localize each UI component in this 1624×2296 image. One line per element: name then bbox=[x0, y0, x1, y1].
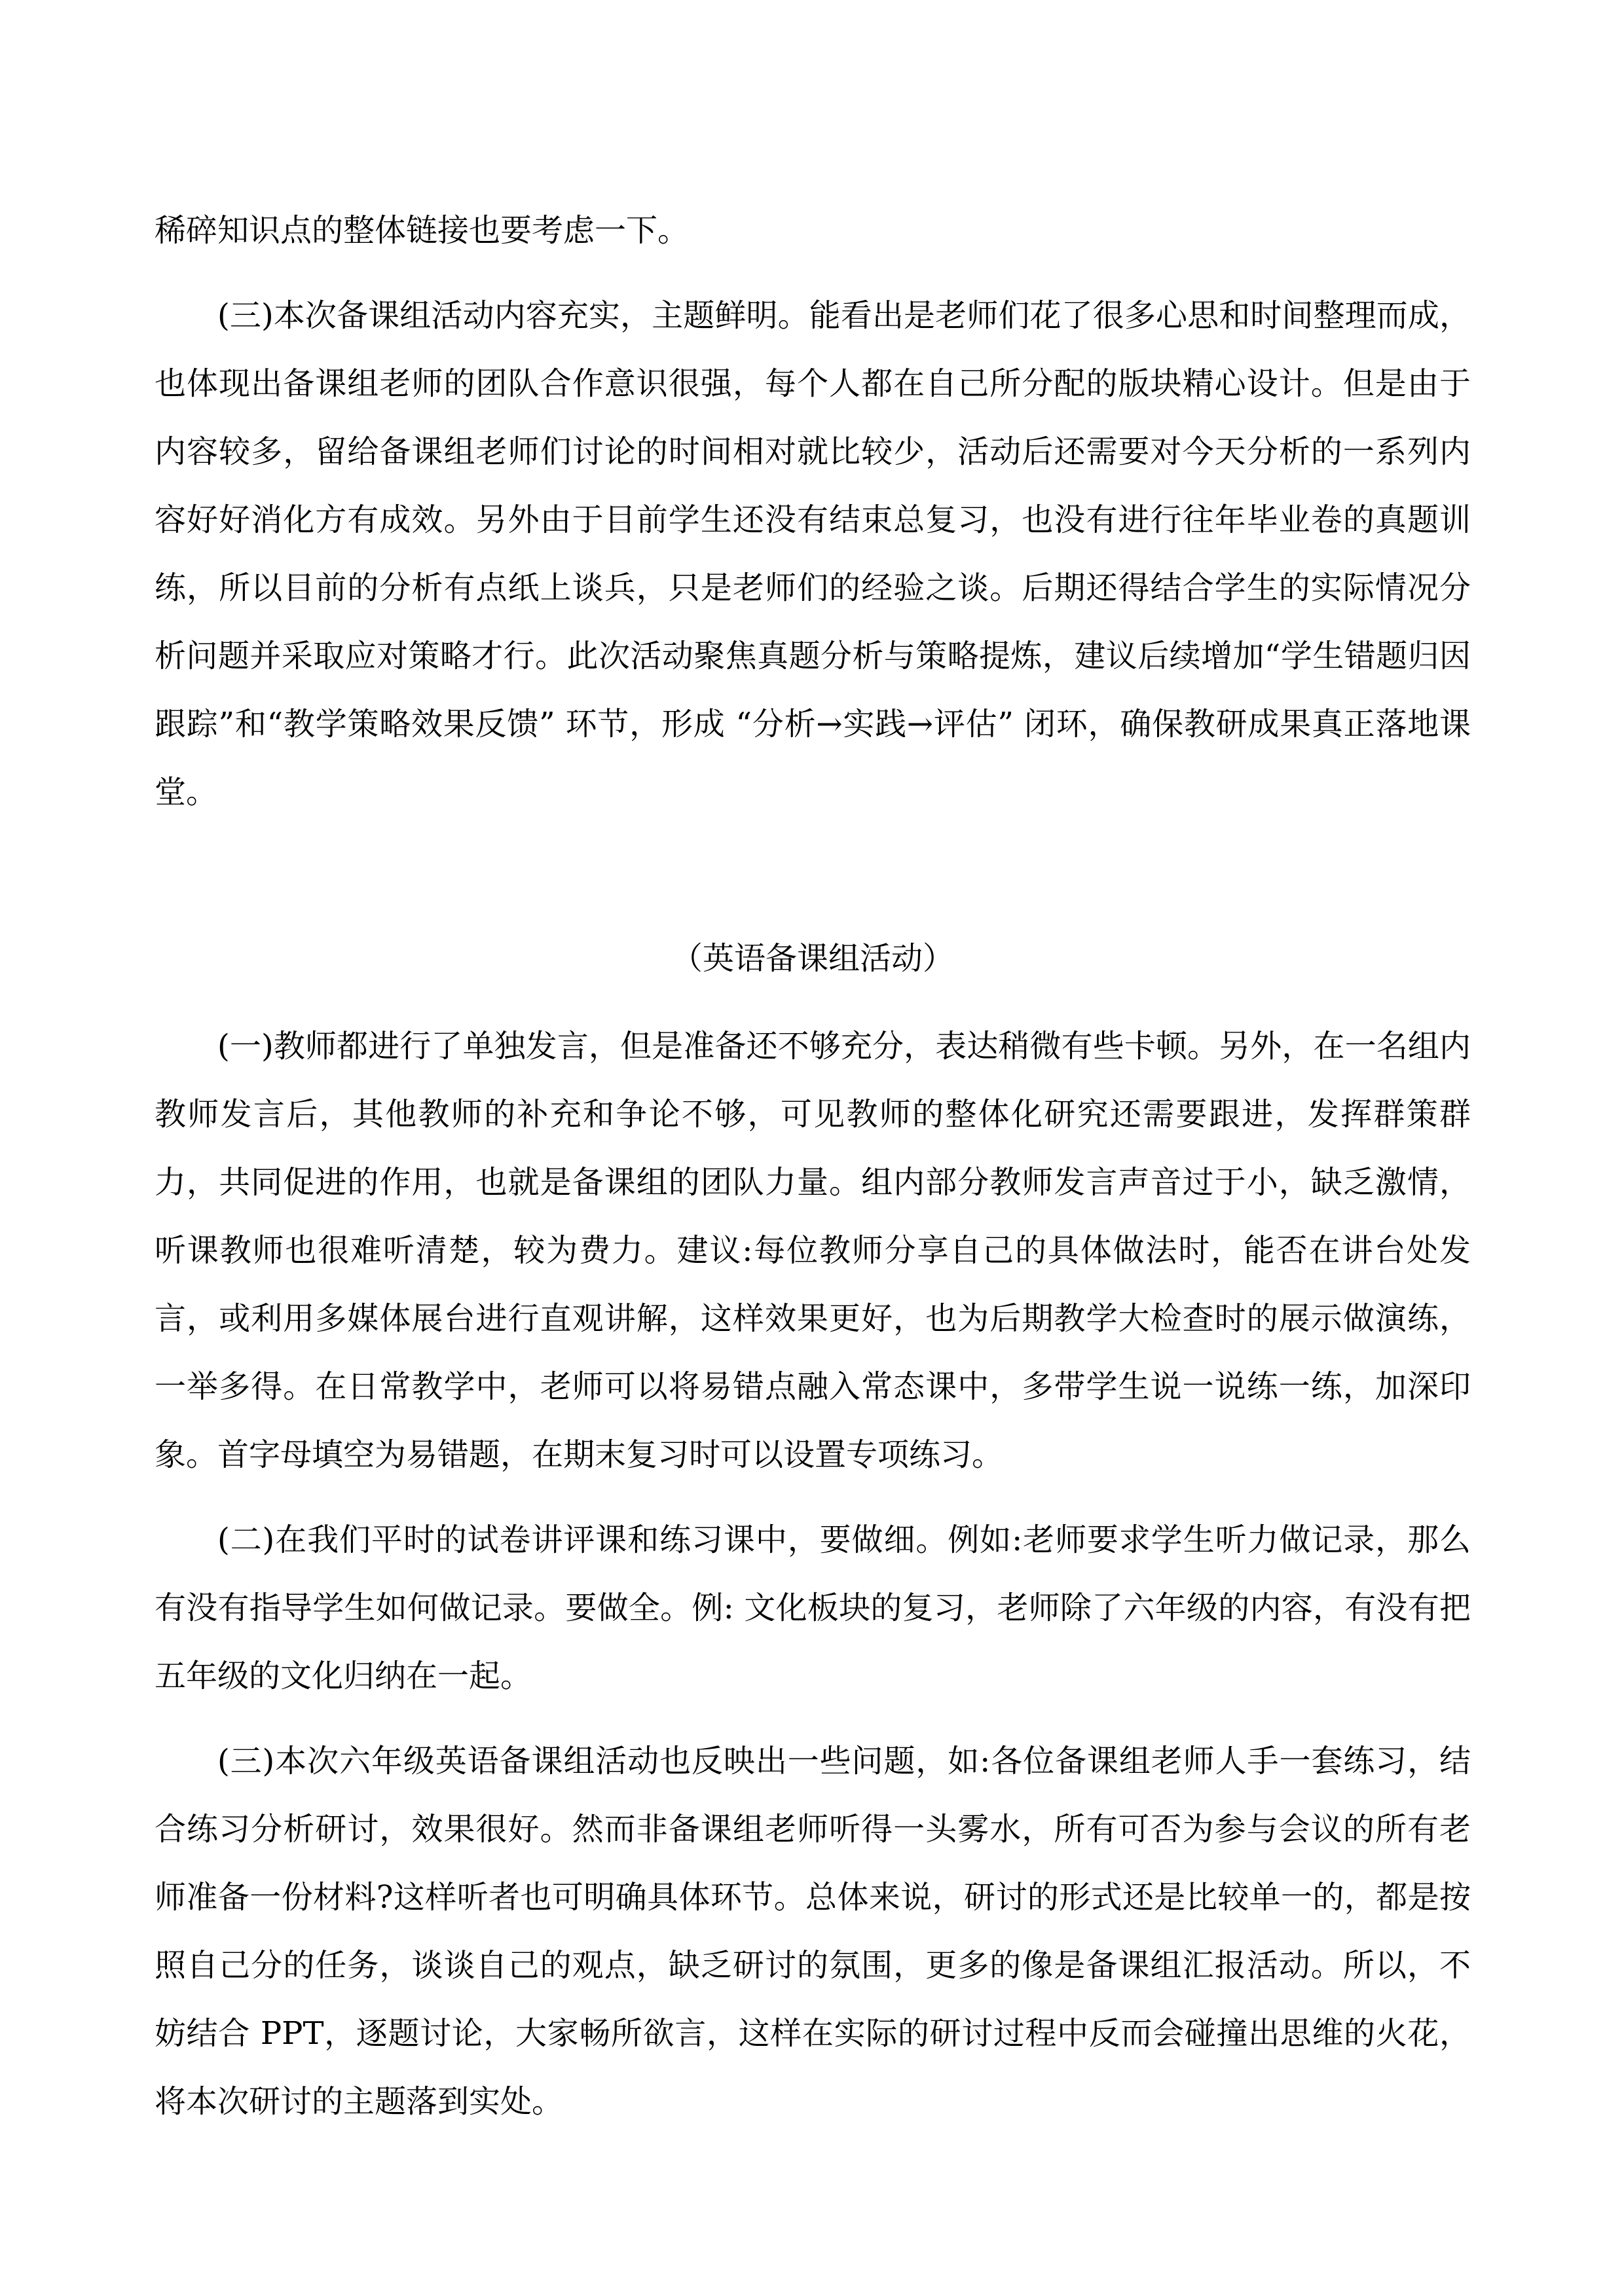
paragraph-english-2: (二)在我们平时的试卷讲评课和练习课中，要做细。例如:老师要求学生听力做记录，那么有没有指导学生如何做记录。要做全。例: 文化板块的复习，老师除了六年级的内容，有没有把五年级的文化归纳在一起。 bbox=[155, 1522, 1471, 1694]
continuation-paragraph: 稀碎知识点的整体链接也要考虑一下。 bbox=[155, 212, 690, 249]
section-spacer bbox=[155, 826, 1471, 924]
paragraph-prep-group-summary: (三)本次备课组活动内容充实，主题鲜明。能看出是老师们花了很多心思和时间整理而成，也体现出备课组老师的团队合作意识很强，每个人都在自己所分配的版块精心设计。但是由于内容较多，留给备课组老师们讨论的时间相对就比较少，活动后还需要对今天分析的一系列内容好好消化方有成效。另外由于目前学生还没有结束总复习，也没有进行往年毕业卷的真题训练，所以目前的分析有点纸上谈兵，只是老师们的经验之谈。后期还得结合学生的实际情况分析问题并采取应对策略才行。此次活动聚焦真题分析与策略提炼，建议后续增加“学生错题归因跟踪”和“教学策略效果反馈” 环节，形成 “分析→实践→评估” 闭环，确保教研成果真正落地课堂。 bbox=[155, 297, 1471, 811]
paragraph-english-1: (一)教师都进行了单独发言，但是准备还不够充分，表达稍微有些卡顿。另外，在一名组内教师发言后，其他教师的补充和争论不够，可见教师的整体化研究还需要跟进，发挥群策群力，共同促进的作用，也就是备课组的团队力量。组内部分教师发言声音过于小，缺乏激情，听课教师也很难听清楚，较为费力。建议:每位教师分享自己的具体做法时，能否在讲台处发言，或利用多媒体展台进行直观讲解，这样效果更好，也为后期教学大检查时的展示做演练，一举多得。在日常教学中，老师可以将易错点融入常态课中，多带学生说一说练一练，加深印象。首字母填空为易错题，在期末复习时可以设置专项练习。 bbox=[155, 1028, 1471, 1473]
paragraph-spacer bbox=[155, 264, 1471, 282]
section-heading-english: （英语备课组活动） bbox=[671, 940, 954, 977]
paragraph-english-3: (三)本次六年级英语备课组活动也反映出一些问题，如:各位备课组老师人手一套练习，结合练习分析研讨，效果很好。然而非备课组老师听得一头雾水，所有可否为参与会议的所有老师准备一份材料?这样听者也可明确具体环节。总体来说，研讨的形式还是比较单一的，都是按照自己分的任务，谈谈自己的观点，缺乏研讨的氛围，更多的像是备课组汇报活动。所以，不妨结合 PPT，逐题讨论，大家畅所欲言，这样在实际的研讨过程中反而会碰撞出思维的火花，将本次研讨的主题落到实处。 bbox=[155, 1743, 1471, 2120]
paragraph-spacer bbox=[155, 1489, 1471, 1506]
paragraph-spacer bbox=[155, 1710, 1471, 1727]
document-page bbox=[155, 196, 1471, 2136]
heading-spacer bbox=[155, 993, 1471, 1012]
